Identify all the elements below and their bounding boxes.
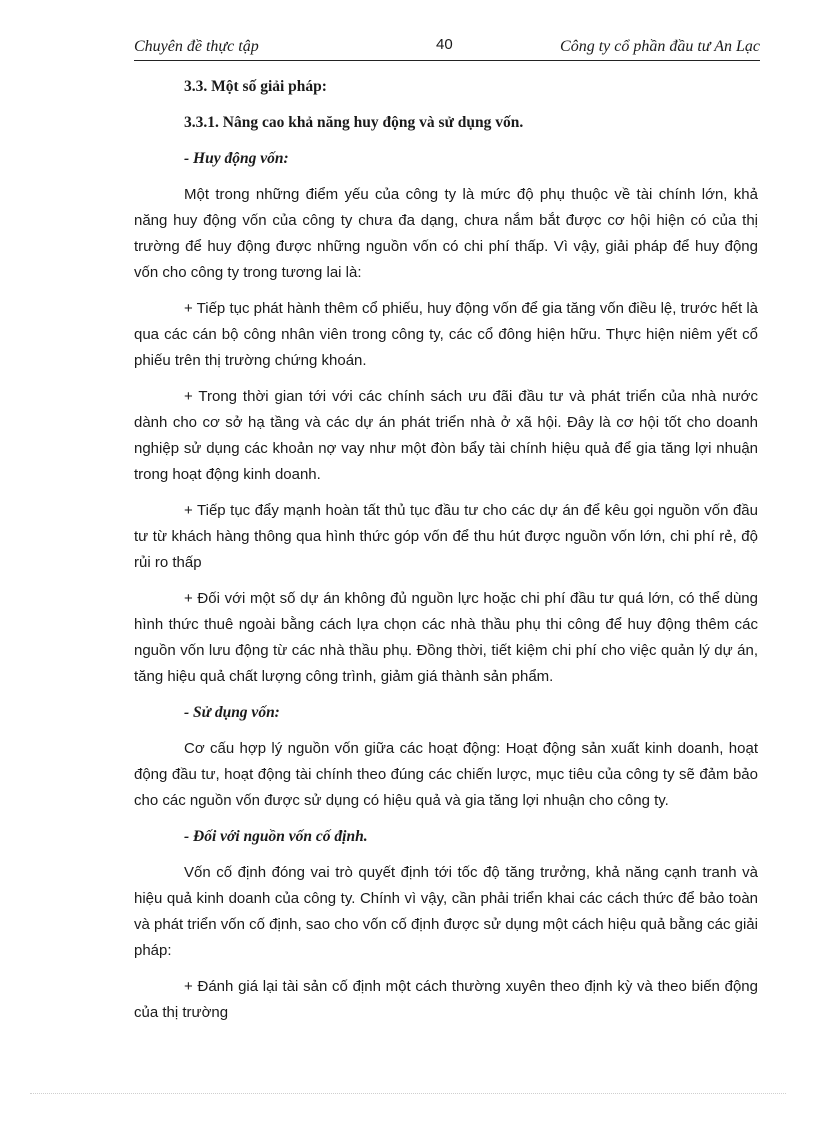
header-title-right: Công ty cổ phần đầu tư An Lạc <box>560 38 760 55</box>
paragraph: Một trong những điểm yếu của công ty là mức độ phụ thuộc về tài chính lớn, khả năng huy động vốn của công ty chưa đa dạng, chưa nắm bắt được cơ hội hiện có của thị trường để huy động được những nguồn vốn có chi phí thấp. Vì vậy, giải pháp để huy động vốn cho công ty trong tương lai là: <box>134 186 758 281</box>
subheading-capital-raising: - Huy động vốn: <box>184 150 289 167</box>
section-heading: 3.3. Một số giải pháp: <box>184 78 327 95</box>
header-title-left: Chuyên đề thực tập <box>134 38 259 55</box>
paragraph: + Tiếp tục phát hành thêm cổ phiếu, huy động vốn để gia tăng vốn điều lệ, trước hết là qua các cán bộ công nhân viên trong công ty, các cổ đông hiện hữu. Thực hiện niêm yết cổ phiếu trên thị trường chứng khoán. <box>134 300 759 369</box>
paragraph: + Tiếp tục đẩy mạnh hoàn tất thủ tục đầu tư cho các dự án để kêu gọi nguồn vốn đầu tư từ khách hàng thông qua hình thức góp vốn để thu hút được nguồn vốn lớn, chi phí rẻ, độ rủi ro thấp <box>134 502 758 571</box>
paragraph: + Đối với một số dự án không đủ nguồn lực hoặc chi phí đầu tư quá lớn, có thể dùng hình thức thuê ngoài bằng cách lựa chọn các nhà thầu phụ thi công để huy động thêm các nguồn vốn lưu động từ các nhà thầu phụ. Đồng thời, tiết kiệm chi phí cho việc quản lý dự án, tăng hiệu quả chất lượng công trình, giảm giá thành sản phẩm. <box>134 590 758 685</box>
subheading-fixed-capital: - Đối với nguồn vốn cố định. <box>184 828 368 845</box>
paragraph: Cơ cấu hợp lý nguồn vốn giữa các hoạt động: Hoạt động sản xuất kinh doanh, hoạt động đầu tư, hoạt động tài chính theo đúng các chiến lược, mục tiêu của công ty sẽ đảm bảo cho các nguồn vốn được sử dụng có hiệu quả và gia tăng lợi nhuận cho công ty. <box>134 740 758 809</box>
paragraph: + Đánh giá lại tài sản cố định một cách thường xuyên theo định kỳ và theo biến động của thị trường <box>134 978 758 1021</box>
paragraph: + Trong thời gian tới với các chính sách ưu đãi đầu tư và phát triển của nhà nước dành cho cơ sở hạ tầng và các dự án phát triển nhà ở xã hội. Đây là cơ hội tốt cho doanh nghiệp sử dụng các khoản nợ vay như một đòn bẩy tài chính hiệu quả để gia tăng lợi nhuận trong hoạt động kinh doanh. <box>134 388 758 483</box>
page-header <box>134 36 760 61</box>
page-bottom-border <box>30 1093 786 1094</box>
page-number: 40 <box>436 36 453 53</box>
document-body <box>134 74 758 1026</box>
subsection-heading: 3.3.1. Nâng cao khả năng huy động và sử dụng vốn. <box>184 114 524 131</box>
subheading-capital-use: - Sử dụng vốn: <box>184 704 280 721</box>
paragraph: Vốn cố định đóng vai trò quyết định tới tốc độ tăng trưởng, khả năng cạnh tranh và hiệu quả kinh doanh của công ty. Chính vì vậy, cần phải triển khai các cách thức để bảo toàn và phát triển vốn cố định, sao cho vốn cố định được sử dụng một cách hiệu quả bằng các giải pháp: <box>134 864 758 959</box>
